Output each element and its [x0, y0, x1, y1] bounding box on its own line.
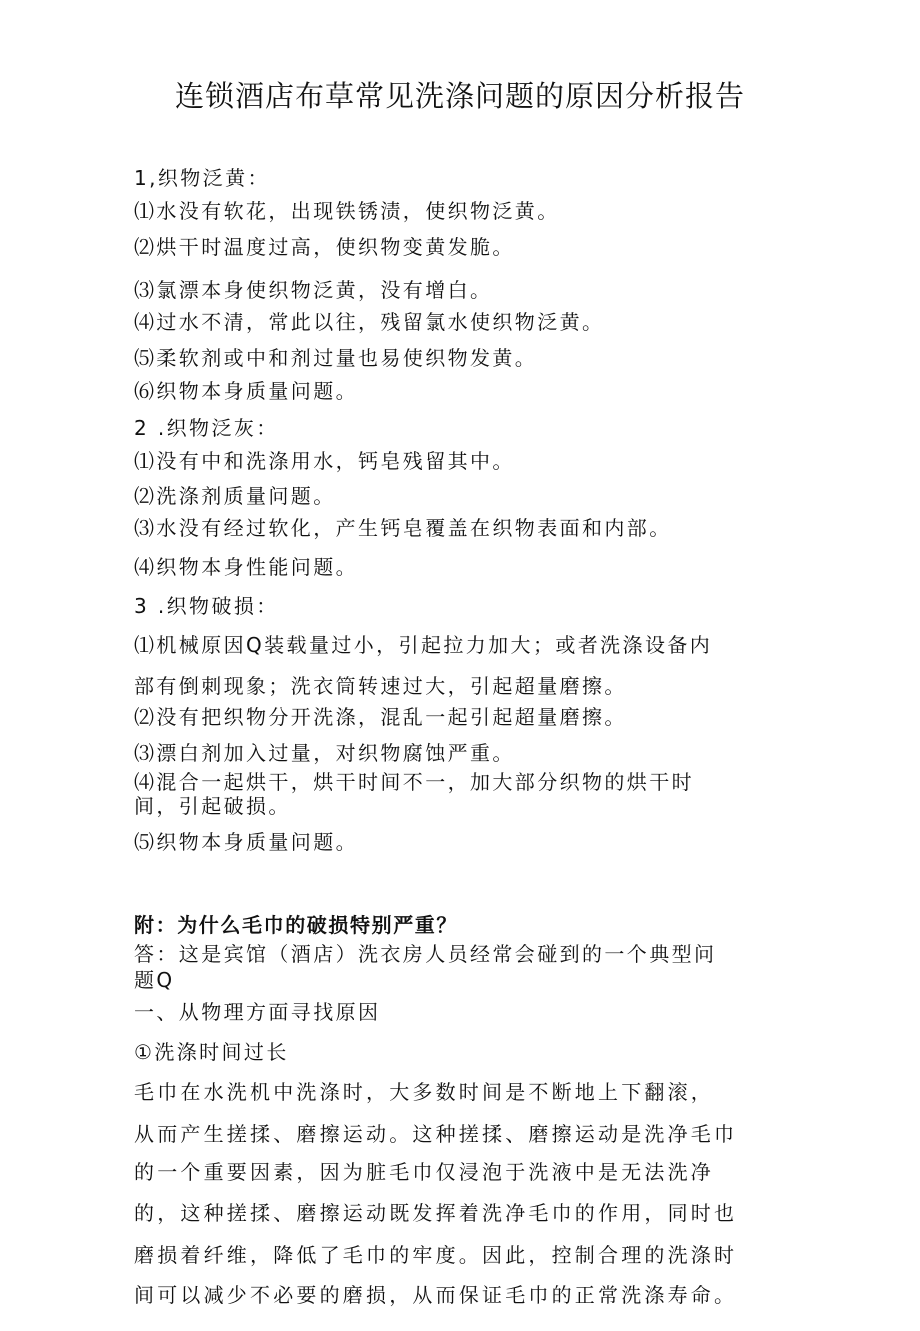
list-item: ⑴水没有软花，出现铁锈渍，使织物泛黄。 — [134, 199, 560, 223]
page-title: 连锁酒店布草常见洗涤问题的原因分析报告 — [174, 79, 745, 113]
list-item: 部有倒刺现象；洗衣筒转速过大，引起超量磨擦。 — [134, 674, 627, 698]
paragraph-line: 毛巾在水洗机中洗涤时，大多数时间是不断地上下翻滚， — [134, 1080, 714, 1104]
paragraph-line: 磨损着纤维，降低了毛巾的牢度。因此，控制合理的洗涤时 — [134, 1243, 738, 1267]
paragraph-line: 的，这种搓揉、磨擦运动既发挥着洗净毛巾的作用，同时也 — [134, 1201, 738, 1225]
list-item: ⑵烘干时温度过高，使织物变黄发脆。 — [134, 235, 515, 259]
list-item: ⑶氯漂本身使织物泛黄，没有增白。 — [134, 278, 493, 302]
section-heading-yellowing: 1,织物泛黄： — [134, 166, 270, 190]
appendix-heading: 附：为什么毛巾的破损特别严重？ — [134, 913, 458, 937]
appendix-answer: 题Q — [134, 968, 175, 992]
paragraph-line: 间可以减少不必要的磨损，从而保证毛巾的正常洗涤寿命。 — [134, 1283, 738, 1307]
list-item: ⑵洗涤剂质量问题。 — [134, 484, 336, 508]
list-item: ⑹织物本身质量问题。 — [134, 379, 358, 403]
list-item: ⑸柔软剂或中和剂过量也易使织物发黄。 — [134, 346, 538, 370]
section-heading-damage: 3 .织物破损： — [134, 594, 279, 618]
list-item: ⑷织物本身性能问题。 — [134, 555, 358, 579]
list-item: 间，引起破损。 — [134, 794, 291, 818]
paragraph-line: 从而产生搓揉、磨擦运动。这种搓揉、磨擦运动是洗净毛巾 — [134, 1122, 738, 1146]
section-heading-graying: 2 .织物泛灰： — [134, 416, 279, 440]
appendix-subheading: 一、从物理方面寻找原因 — [134, 1000, 381, 1024]
appendix-answer: 答：这是宾馆（酒店）洗衣房人员经常会碰到的一个典型问 — [134, 942, 717, 966]
list-item: ⑶水没有经过软化，产生钙皂覆盖在织物表面和内部。 — [134, 516, 672, 540]
list-item: ⑵没有把织物分开洗涤，混乱一起引起超量磨擦。 — [134, 705, 627, 729]
list-item: ⑶漂白剂加入过量，对织物腐蚀严重。 — [134, 741, 515, 765]
list-item: ⑷过水不清，常此以往，残留氯水使织物泛黄。 — [134, 310, 605, 334]
list-item: ⑴没有中和洗涤用水，钙皂残留其中。 — [134, 449, 515, 473]
paragraph-line: 的一个重要因素，因为脏毛巾仅浸泡于洗液中是无法洗净 — [134, 1160, 714, 1184]
appendix-point: ①洗涤时间过长 — [134, 1040, 289, 1064]
list-item: ⑴机械原因Q装载量过小，引起拉力加大；或者洗涤设备内 — [134, 633, 713, 657]
list-item: ⑷混合一起烘干，烘干时间不一，加大部分织物的烘干时 — [134, 770, 694, 794]
list-item: ⑸织物本身质量问题。 — [134, 830, 358, 854]
